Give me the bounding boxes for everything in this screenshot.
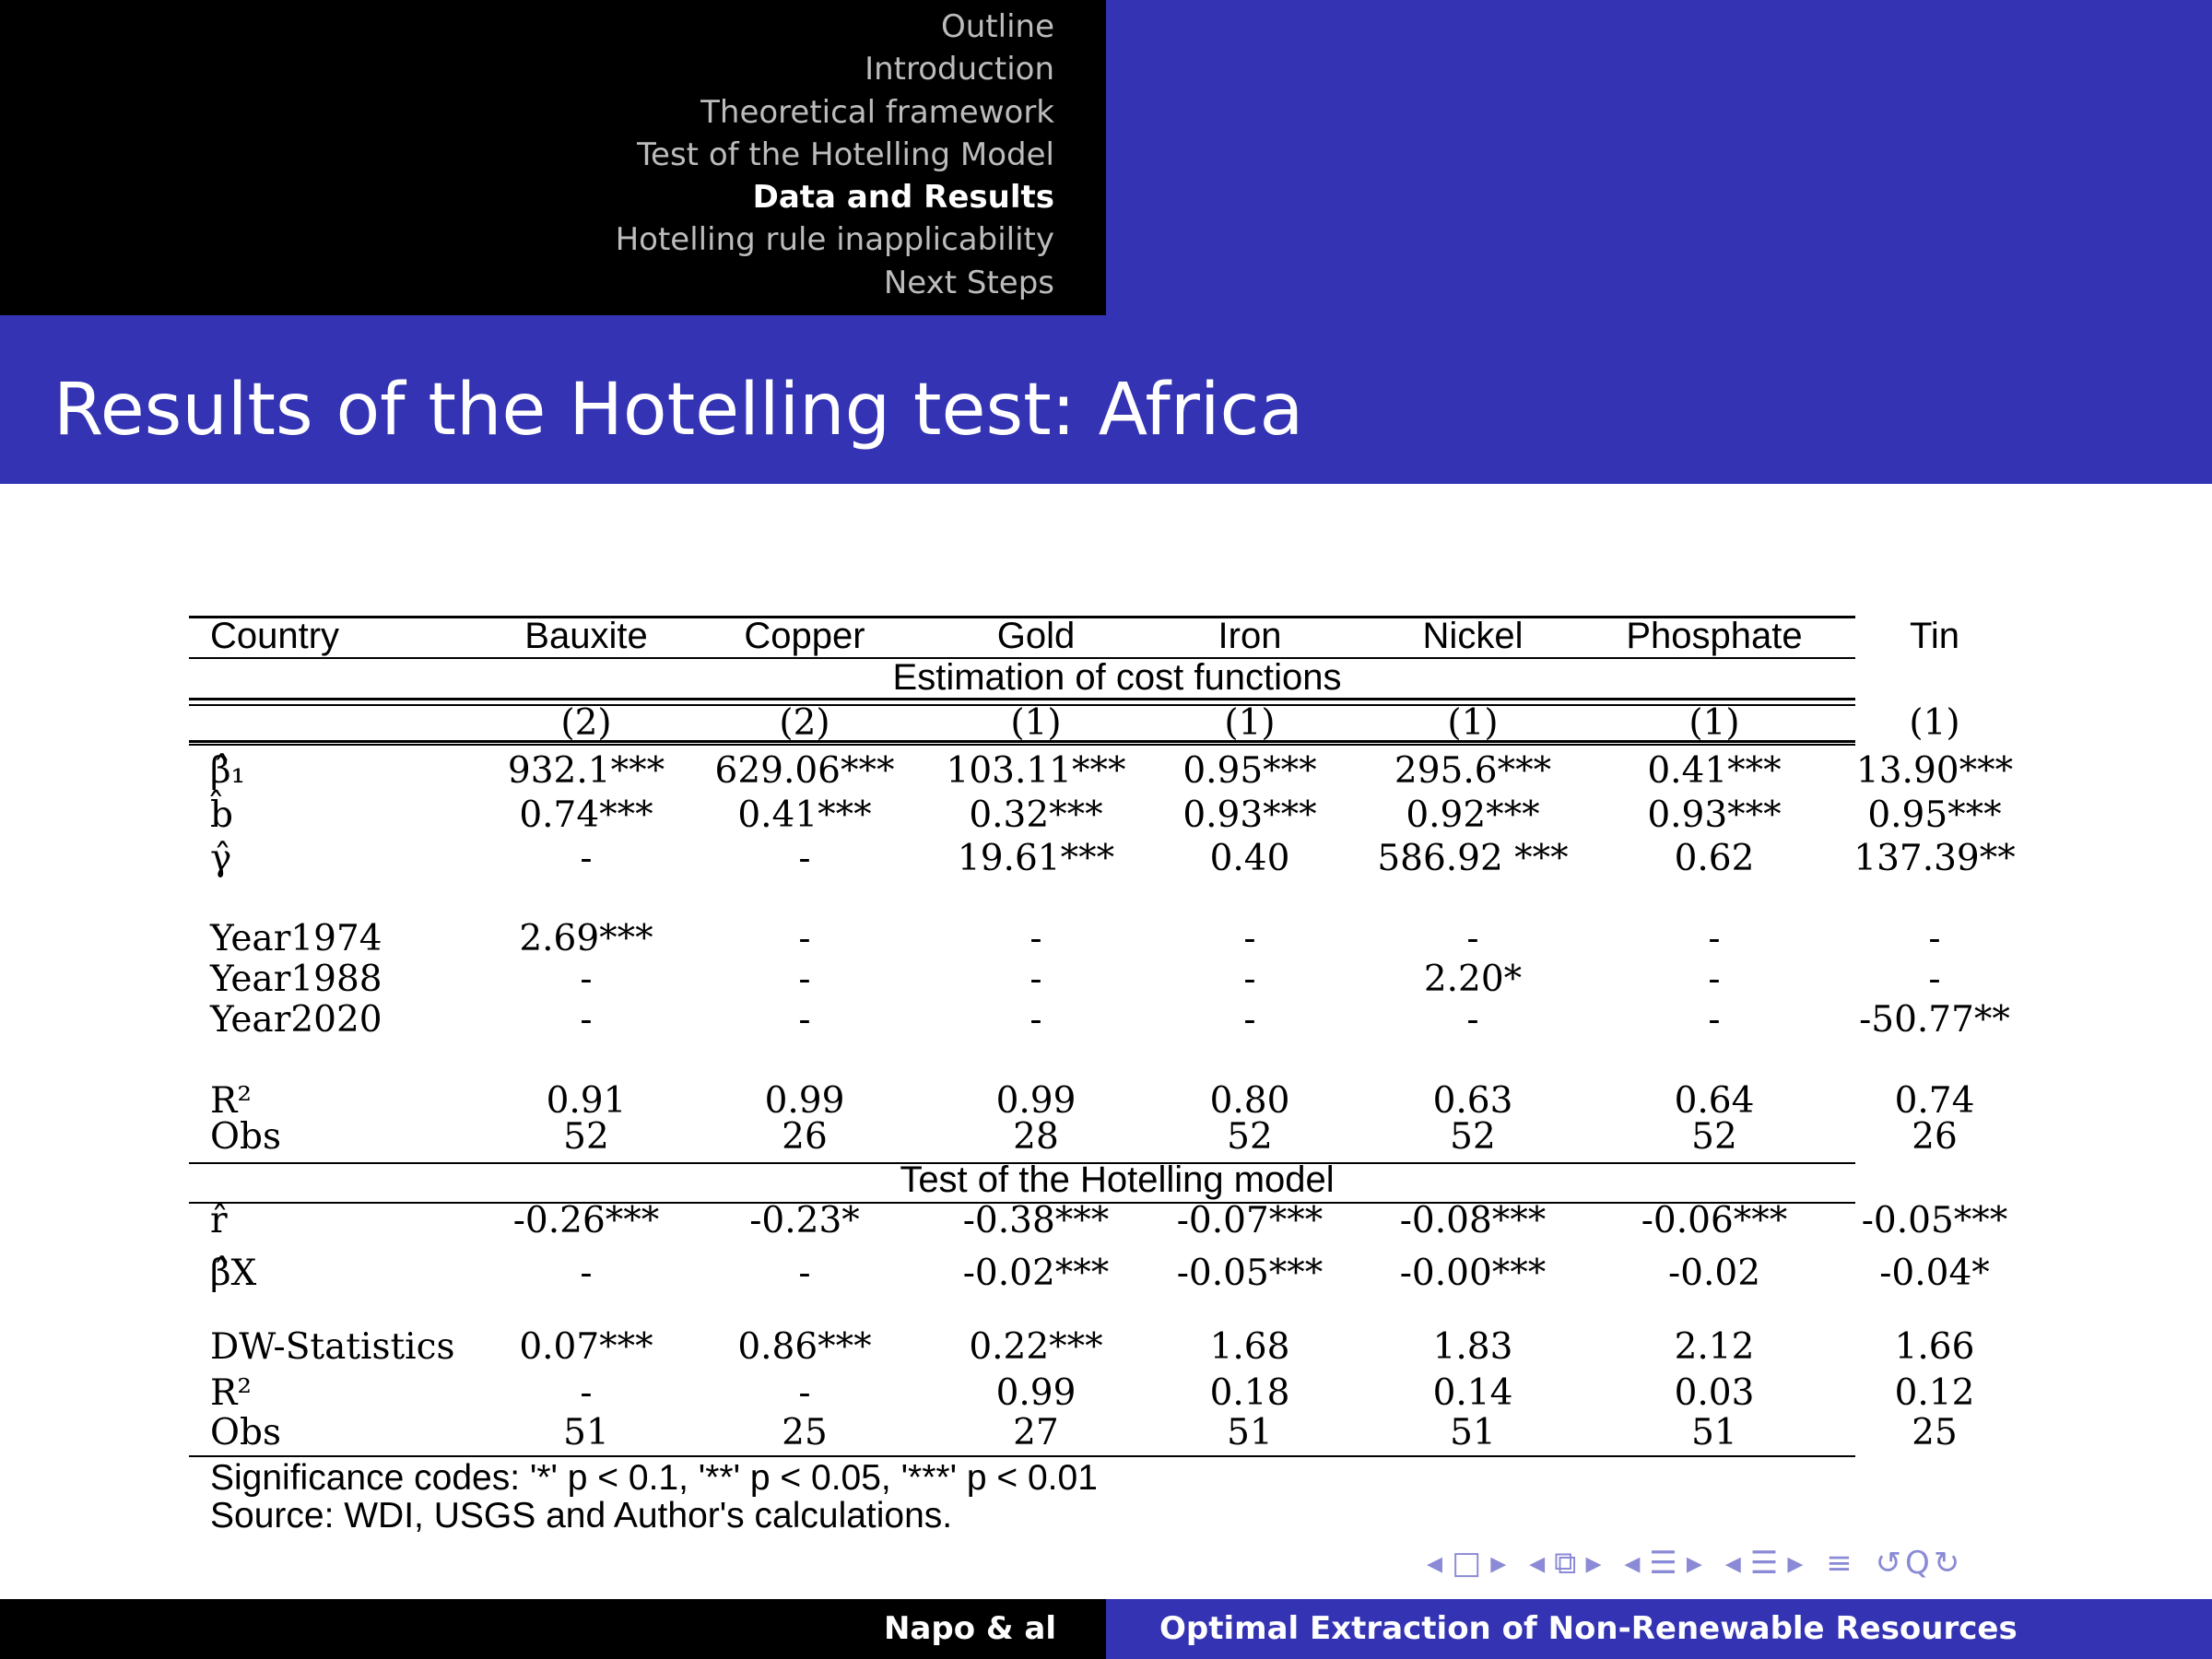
year-row-cell: - — [1708, 959, 1721, 1000]
fit2-row-cell: 0.22*** — [969, 1326, 1103, 1368]
year-row-label: Year1974 — [210, 918, 382, 959]
nav-item-test-hotelling[interactable]: Test of the Hotelling Model — [637, 135, 1054, 173]
column-header-bauxite: Bauxite — [524, 616, 648, 656]
fit2-row-cell: 1.83 — [1432, 1326, 1513, 1368]
coef-row-cell: - — [798, 838, 811, 879]
fit2-row-cell: 51 — [563, 1412, 609, 1453]
fit2-row-cell: 1.66 — [1894, 1326, 1975, 1368]
table-bottom-rule — [189, 1455, 1855, 1457]
hotelling-row-cell: - — [798, 1253, 811, 1294]
hotelling-row-cell: - — [580, 1253, 593, 1294]
sub-icon[interactable]: ☰ — [1749, 1545, 1783, 1582]
coef-row-cell: 0.95*** — [1867, 794, 2002, 836]
nav-next-frame-icon[interactable]: ▸ — [1490, 1545, 1511, 1582]
year-row-cell: - — [580, 959, 593, 1000]
nav-item-next-steps[interactable]: Next Steps — [883, 264, 1054, 301]
column-header-phosphate: Phosphate — [1626, 616, 1803, 656]
year-row-cell: - — [1466, 999, 1479, 1041]
column-header-copper: Copper — [744, 616, 865, 656]
fit-row-cell: 52 — [1691, 1116, 1737, 1158]
year-row-cell: - — [1243, 959, 1256, 1000]
fit-row-cell: 26 — [782, 1116, 828, 1158]
coef-row-cell: 629.06*** — [714, 750, 895, 792]
footer-right — [1106, 1599, 2212, 1659]
source-note: Source: WDI, USGS and Author's calculations. — [210, 1496, 953, 1535]
year-row-cell: - — [1030, 959, 1042, 1000]
coef-row-cell: 0.93*** — [1182, 794, 1317, 836]
footer-author: Napo & al — [883, 1610, 1056, 1647]
search-zoom-icon[interactable]: ↺Q↻ — [1875, 1545, 1964, 1582]
year-row-label: Year1988 — [210, 959, 382, 1000]
fit2-row-cell: - — [798, 1372, 811, 1414]
fit2-row-cell: 25 — [782, 1412, 828, 1453]
footer — [0, 1599, 2212, 1659]
coef-row-cell: 0.95*** — [1182, 750, 1317, 792]
hotelling-row-cell: -0.04* — [1879, 1253, 1990, 1294]
fit-row-cell: 26 — [1912, 1116, 1958, 1158]
year-row-cell: - — [798, 959, 811, 1000]
significance-note: Significance codes: '*' p < 0.1, '**' p < 0.05, '***' p < 0.01 — [210, 1458, 1098, 1498]
fit2-row-label: R² — [210, 1372, 252, 1414]
hotelling-row-cell: -0.05*** — [1861, 1200, 2008, 1241]
nav-prev-subsection-icon[interactable]: ◂ — [1529, 1545, 1549, 1582]
fit2-row-cell: 0.03 — [1674, 1372, 1755, 1414]
nav-prev-section-icon[interactable]: ◂ — [1624, 1545, 1644, 1582]
footer-title: Optimal Extraction of Non-Renewable Resources — [1159, 1610, 2018, 1647]
fit-row-cell: 0.74 — [1894, 1080, 1975, 1122]
spec-cell: (2) — [779, 702, 830, 744]
fit2-row-label: Obs — [210, 1412, 281, 1453]
nav-item-theoretical-framework[interactable]: Theoretical framework — [700, 93, 1054, 131]
nav-item-outline[interactable]: Outline — [940, 8, 1054, 45]
footer-left — [0, 1599, 1106, 1659]
fit-row-label: Obs — [210, 1116, 281, 1158]
coef-row-cell: 19.61*** — [957, 838, 1115, 879]
fit-row-cell: 0.99 — [995, 1080, 1077, 1122]
fit-row-cell: 0.80 — [1209, 1080, 1290, 1122]
coef-row-cell: 13.90*** — [1855, 750, 2014, 792]
year-row-cell: - — [1928, 918, 1941, 959]
hotelling-row-cell: -0.08*** — [1399, 1200, 1547, 1241]
fit2-row-cell: 0.86*** — [737, 1326, 872, 1368]
coef-row-cell: 0.92*** — [1406, 794, 1540, 836]
spec-cell: (1) — [1688, 702, 1740, 744]
nav-item-data-results[interactable]: Data and Results — [752, 179, 1054, 217]
year-row-cell: - — [1030, 918, 1042, 959]
fit2-row-cell: - — [580, 1372, 593, 1414]
year-row-cell: 2.69*** — [519, 918, 653, 959]
column-header-country: Country — [210, 616, 340, 656]
spec-cell: (2) — [560, 702, 612, 744]
coef-row-cell: 0.74*** — [519, 794, 653, 836]
fit2-row-cell: 0.18 — [1209, 1372, 1290, 1414]
section-title-cost-functions: Estimation of cost functions — [892, 657, 1342, 698]
fit2-row-cell: 25 — [1912, 1412, 1958, 1453]
year-row-cell: - — [1928, 959, 1941, 1000]
coef-row-cell: 0.41*** — [737, 794, 872, 836]
year-row-cell: - — [1708, 999, 1721, 1041]
nav-item-introduction[interactable]: Introduction — [865, 51, 1054, 88]
fit2-row-cell: 27 — [1013, 1412, 1059, 1453]
fit-row-label: R² — [210, 1080, 252, 1122]
year-row-cell: -50.77** — [1859, 999, 2010, 1041]
spec-cell: (1) — [1447, 702, 1499, 744]
year-row-cell: - — [580, 999, 593, 1041]
coef-row-cell: 103.11*** — [946, 750, 1126, 792]
fit-row-cell: 28 — [1013, 1116, 1059, 1158]
hotelling-row-cell: -0.38*** — [962, 1200, 1110, 1241]
coef-row-label: b̂ — [210, 794, 233, 836]
spec-cell: (1) — [1909, 702, 1960, 744]
coef-row-cell: 0.32*** — [969, 794, 1103, 836]
year-row-cell: - — [1708, 918, 1721, 959]
year-row-cell: - — [1243, 918, 1256, 959]
coef-row-cell: 0.40 — [1209, 838, 1290, 879]
fit2-row-cell: 0.12 — [1894, 1372, 1975, 1414]
hotelling-row-cell: -0.02 — [1667, 1253, 1761, 1294]
fit-row-cell: 52 — [1227, 1116, 1273, 1158]
fit-row-cell: 52 — [1450, 1116, 1496, 1158]
year-row-cell: - — [1030, 999, 1042, 1041]
fit-row-cell: 0.99 — [764, 1080, 845, 1122]
beamer-navigation — [1427, 1545, 2192, 1587]
year-row-label: Year2020 — [210, 999, 382, 1041]
hotelling-row-cell: -0.26*** — [512, 1200, 660, 1241]
year-row-cell: - — [1466, 918, 1479, 959]
fit2-row-cell: 1.68 — [1209, 1326, 1290, 1368]
column-header-gold: Gold — [996, 616, 1076, 656]
nav-next-section-icon[interactable]: ▸ — [1686, 1545, 1706, 1582]
fit2-row-cell: 51 — [1691, 1412, 1737, 1453]
nav-item-rule-inapplicability[interactable]: Hotelling rule inapplicability — [615, 221, 1054, 259]
hotelling-row-cell: -0.06*** — [1641, 1200, 1788, 1241]
align-icon[interactable]: ≡ — [1826, 1545, 1856, 1582]
fit2-row-cell: 0.07*** — [519, 1326, 653, 1368]
fit2-row-cell: 0.99 — [995, 1372, 1077, 1414]
coef-row-cell: 586.92 *** — [1377, 838, 1569, 879]
nav-next-subsection-icon[interactable]: ▸ — [1585, 1545, 1606, 1582]
nav-next-sub-icon[interactable]: ▸ — [1787, 1545, 1807, 1582]
section-icon[interactable]: ☰ — [1649, 1545, 1681, 1582]
fit2-row-cell: 51 — [1227, 1412, 1273, 1453]
hotelling-row-cell: -0.05*** — [1176, 1253, 1324, 1294]
nav-prev-sub-icon[interactable]: ◂ — [1724, 1545, 1745, 1582]
hotelling-row-label: r̂ — [210, 1200, 228, 1241]
column-header-tin: Tin — [1909, 616, 1960, 656]
hotelling-row-cell: -0.00*** — [1399, 1253, 1547, 1294]
hotelling-row-label: β̂X — [210, 1253, 257, 1294]
frame-icon[interactable]: □ — [1452, 1545, 1486, 1582]
section1-top-rule — [189, 698, 1855, 700]
column-header-iron: Iron — [1218, 616, 1282, 656]
nav-prev-frame-icon[interactable]: ◂ — [1427, 1545, 1447, 1582]
fit2-row-cell: 2.12 — [1674, 1326, 1755, 1368]
fit-row-cell: 52 — [563, 1116, 609, 1158]
year-row-cell: - — [798, 999, 811, 1041]
coef-row-cell: 932.1*** — [507, 750, 665, 792]
section-title-hotelling-model: Test of the Hotelling model — [900, 1159, 1335, 1200]
hotelling-row-cell: -0.07*** — [1176, 1200, 1324, 1241]
slide-title: Results of the Hotelling test: Africa — [53, 369, 1304, 452]
hotelling-row-cell: -0.23* — [749, 1200, 860, 1241]
coef-row-cell: 137.39** — [1853, 838, 2016, 879]
coef-row-cell: 0.41*** — [1647, 750, 1782, 792]
coef-row-cell: 0.62 — [1674, 838, 1755, 879]
column-header-nickel: Nickel — [1422, 616, 1524, 656]
spec-cell: (1) — [1224, 702, 1276, 744]
coef-row-cell: 295.6*** — [1394, 750, 1552, 792]
coef-row-cell: 0.93*** — [1647, 794, 1782, 836]
spec-bottom-rule-2 — [189, 744, 1855, 746]
year-row-cell: - — [1243, 999, 1256, 1041]
fit-row-cell: 0.91 — [546, 1080, 627, 1122]
fit2-row-label: DW-Statistics — [210, 1326, 455, 1368]
fit-row-cell: 0.63 — [1432, 1080, 1513, 1122]
subsection-icon[interactable]: ⧉ — [1554, 1545, 1581, 1582]
spec-cell: (1) — [1010, 702, 1062, 744]
coef-row-label: β̂₁ — [210, 750, 246, 792]
fit2-row-cell: 51 — [1450, 1412, 1496, 1453]
year-row-cell: - — [798, 918, 811, 959]
fit2-row-cell: 0.14 — [1432, 1372, 1513, 1414]
fit-row-cell: 0.64 — [1674, 1080, 1755, 1122]
coef-row-label: γ̂ — [210, 838, 232, 879]
year-row-cell: 2.20* — [1423, 959, 1523, 1000]
hotelling-row-cell: -0.02*** — [962, 1253, 1110, 1294]
coef-row-cell: - — [580, 838, 593, 879]
